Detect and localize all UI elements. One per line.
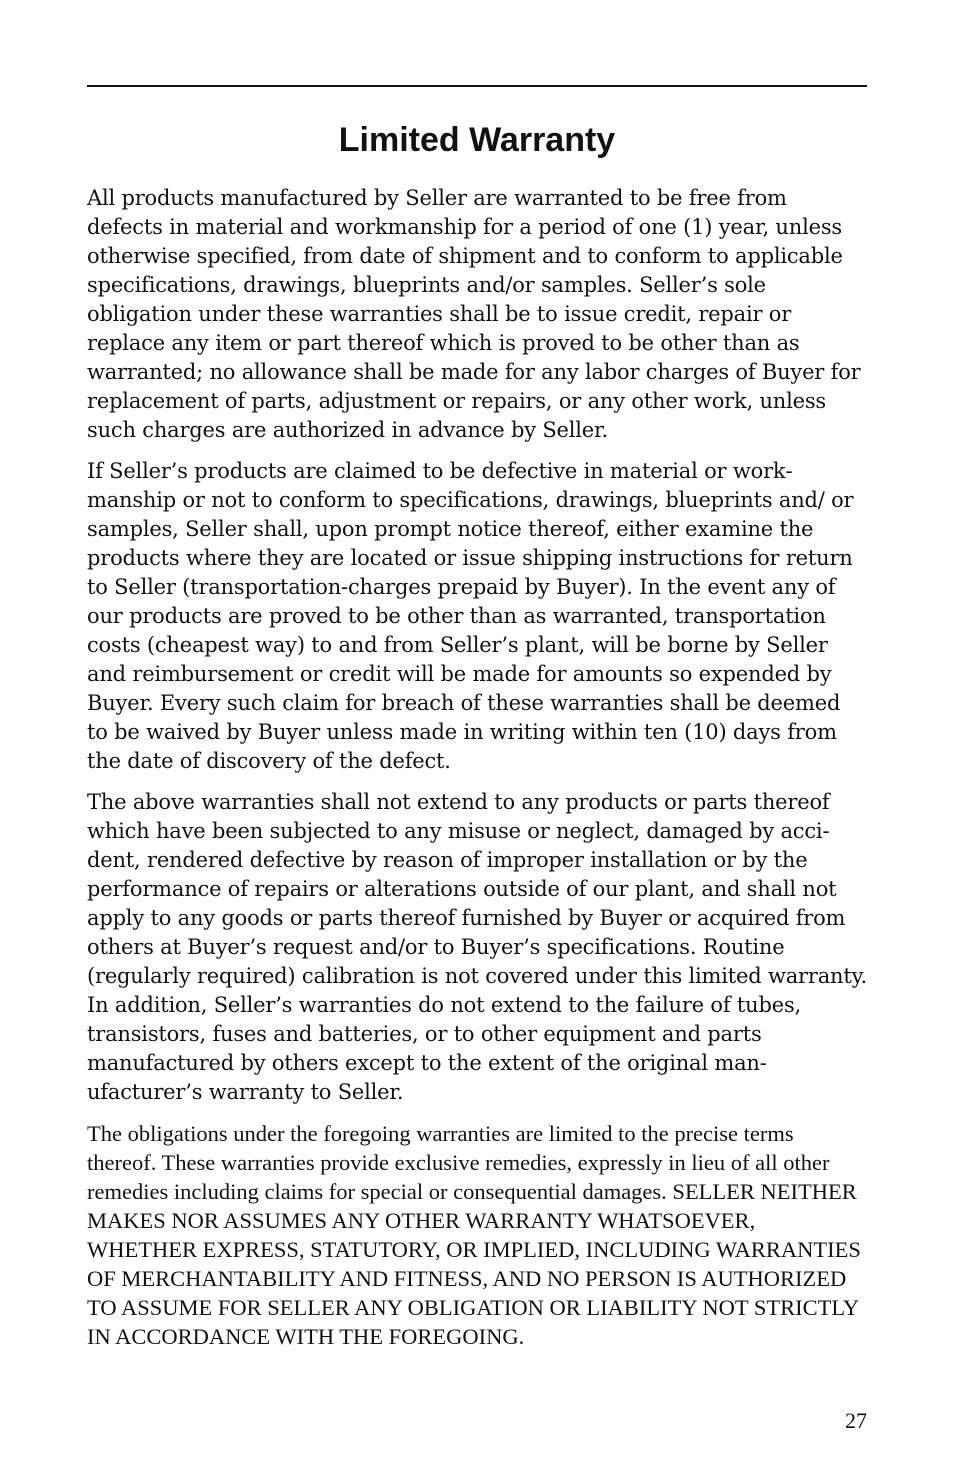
warranty-paragraph-limitations: The obligations under the foregoing warranties are limited to the precise terms thereof. These warranties provide exclusive remedies, expressly in lieu of all other remedies including claims for special or consequential damages. SELLER NEITHER MAKES NOR ASSUMES ANY OTHER WARRANTY WHATSOEVER, WHETHER EXPRESS, STATUTORY, OR IMPLIED, INCLUDING WARRANTIES OF MERCHANTABILITY AND FITNESS, AND NO PERSON IS AUTHORIZED TO ASSUME FOR SELLER ANY OBLIGATION OR LIABILITY NOT STRICTLY IN ACCORDANCE WITH THE FOREGOING. — [87, 1121, 861, 1349]
warranty-body — [87, 184, 867, 1363]
document-page — [87, 0, 867, 1475]
top-rule-divider — [87, 85, 867, 87]
warranty-paragraph-exclusions: The above warranties shall not extend to any products or parts thereof which have been subjected to any misuse or neglect, damaged by accident, rendered defective by reason of improper installation or by the performance of repairs or alterations outside of our plant, and shall not apply to any goods or parts thereof furnished by Buyer or acquired from others at Buyer’s request and/or to Buyer’s specifications. Routine (regularly required) calibration is not covered under this limited warranty. In addition, Seller’s warranties do not extend to the failure of tubes, transistors, fuses and batteries, or to other equipment and parts manufactured by others except to the extent of the original manufacturer’s warranty to Seller. — [87, 790, 867, 1104]
warranty-paragraph-coverage: All products manufactured by Seller are warranted to be free from defects in material and workmanship for a period of one (1) year, unless otherwise specified, from date of shipment and to conform to applicable specifications, drawings, blueprints and/or samples. Seller’s sole obligation under these warranties shall be to issue credit, repair or replace any item or part thereof which is proved to be other than as warranted; no allowance shall be made for any labor charges of Buyer for replacement of parts, adjustment or repairs, or any other work, unless such charges are authorized in advance by Seller. — [87, 186, 861, 442]
warranty-paragraph-claims: If Seller’s products are claimed to be defective in material or workmanship or not to conform to specifications, drawings, blueprints and/ or samples, Seller shall, upon prompt notice thereof, either examine the products where they are located or issue shipping instructions for return to Seller (transportation-charges prepaid by Buyer). In the event any of our products are proved to be other than as warranted, transportation costs (cheapest way) to and from Seller’s plant, will be borne by Seller and reimbursement or credit will be made for amounts so expended by Buyer. Every such claim for breach of these warranties shall be deemed to be waived by Buyer unless made in writing within ten (10) days from the date of discovery of the defect. — [87, 459, 854, 773]
page-number: 27 — [845, 1408, 867, 1433]
page-title: Limited Warranty — [338, 121, 616, 159]
